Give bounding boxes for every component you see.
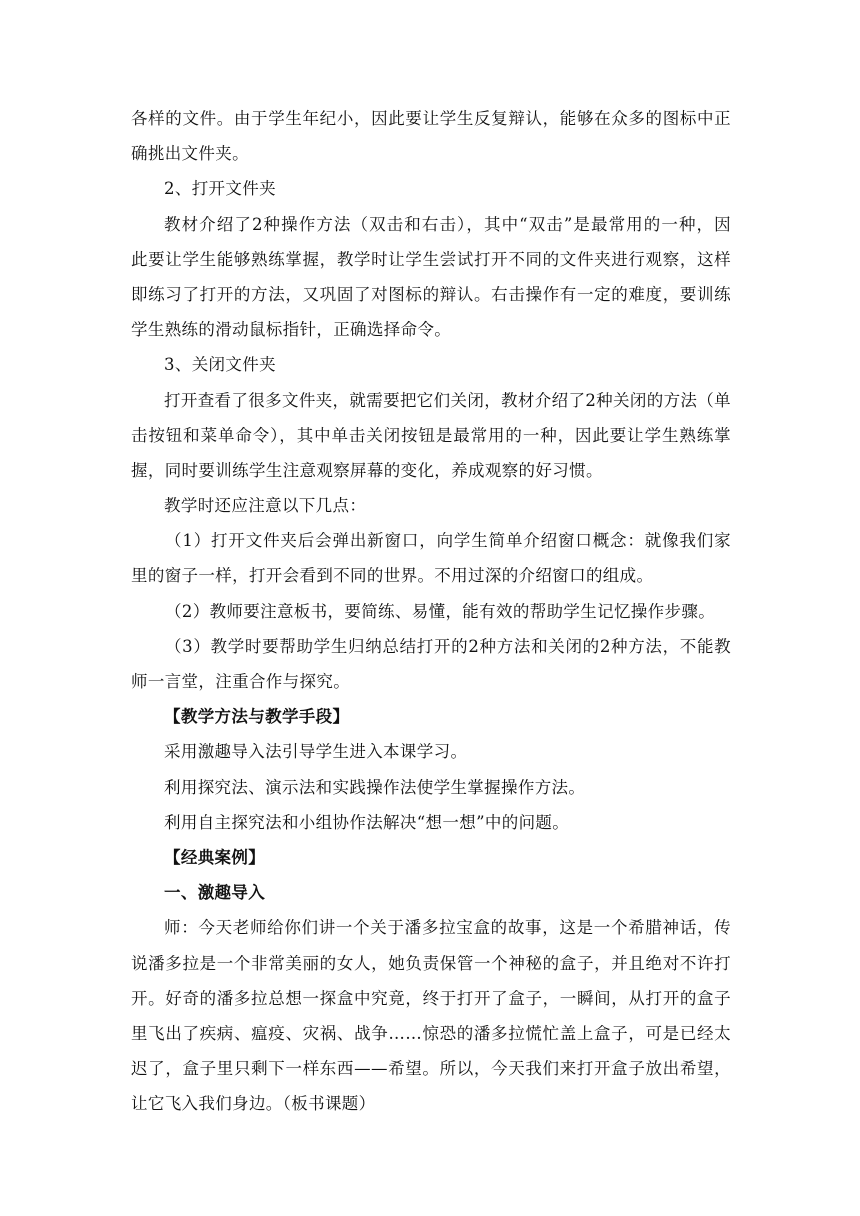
paragraph-line: 让它飞入我们身边。（板书课题） (131, 1094, 376, 1114)
paragraph-line: 开。好奇的潘多拉总想一探盒中究竟，终于打开了盒子，一瞬间，从打开的盒子 (131, 988, 731, 1008)
paragraph-line: 握，同时要训练学生注意观察屏幕的变化，养成观察的好习惯。 (131, 460, 603, 480)
paragraph-line: 师：今天老师给你们讲一个关于潘多拉宝盒的故事，这是一个希腊神话，传 (164, 918, 731, 938)
paragraph-line: 采用激趣导入法引导学生进入本课学习。 (164, 742, 468, 762)
paragraph-line: 学生熟练的滑动鼠标指针，正确选择命令。 (131, 320, 452, 340)
paragraph-line: 此要让学生能够熟练掌握，教学时让学生尝试打开不同的文件夹进行观察，这样 (131, 249, 731, 269)
section-heading: 3、关闭文件夹 (164, 355, 276, 375)
paragraph-line: 教学时还应注意以下几点： (164, 496, 367, 516)
paragraph-line: 里的窗子一样，打开会看到不同的世界。不用过深的介绍窗口的组成。 (131, 566, 654, 586)
paragraph-line: 师一言堂，注重合作与探究。 (131, 672, 351, 691)
paragraph-line: 利用自主探究法和小组协作法解决“想一想”中的问题。 (164, 812, 570, 832)
section-title: 【教学方法与教学手段】 (164, 707, 350, 727)
list-item: （1）打开文件夹后会弹出新窗口，向学生简单介绍窗口概念：就像我们家 (165, 531, 731, 551)
paragraph-line: 迟了，盒子里只剩下一样东西——希望。所以，今天我们来打开盒子放出希望， (131, 1059, 731, 1079)
paragraph-line: 教材介绍了2种操作方法（双击和右击），其中“双击”是最常用的一种，因 (164, 214, 731, 234)
paragraph-line: 确挑出文件夹。 (131, 144, 249, 164)
list-item: （2）教师要注意板书，要简练、易懂，能有效的帮助学生记忆操作步骤。 (165, 601, 716, 621)
subsection-title: 一、激趣导入 (164, 883, 266, 903)
section-title: 【经典案例】 (164, 847, 266, 867)
paragraph-line: 说潘多拉是一个非常美丽的女人，她负责保管一个神秘的盒子，并且绝对不许打 (131, 953, 731, 973)
paragraph-line: 利用探究法、演示法和实践操作法使学生掌握操作方法。 (164, 777, 586, 797)
paragraph-line: 打开查看了很多文件夹，就需要把它们关闭，教材介绍了2种关闭的方法（单 (164, 390, 731, 410)
section-heading: 2、打开文件夹 (164, 179, 276, 199)
paragraph-line: 即练习了打开的方法，又巩固了对图标的辩认。右击操作有一定的难度，要训练 (131, 284, 731, 304)
paragraph-line: 击按钮和菜单命令），其中单击关闭按钮是最常用的一种，因此要让学生熟练掌 (131, 425, 731, 445)
paragraph-line: 各样的文件。由于学生年纪小，因此要让学生反复辩认，能够在众多的图标中正 (131, 109, 731, 128)
list-item: （3）教学时要帮助学生归纳总结打开的2种方法和关闭的2种方法，不能教 (165, 636, 731, 656)
paragraph-line: 里飞出了疾病、瘟疫、灾祸、战争……惊恐的潘多拉慌忙盖上盒子，可是已经太 (131, 1023, 731, 1043)
document-page (131, 101, 731, 1121)
